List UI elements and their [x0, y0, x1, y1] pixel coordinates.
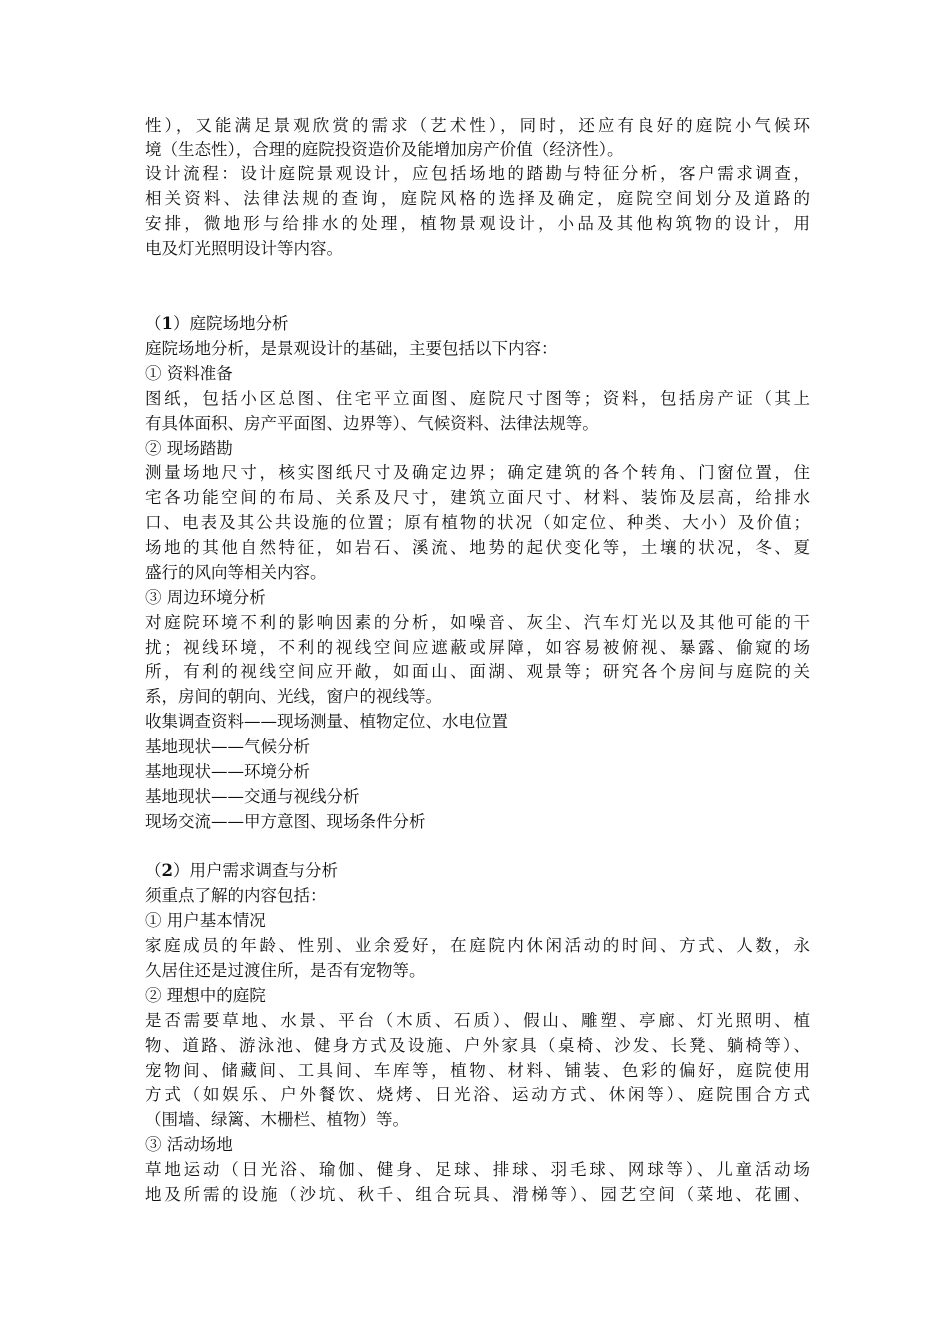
text-line: 有具体面积、房产平面图、边界等）、气候资料、法律法规等。 [145, 414, 599, 433]
list-item-heading: ① 用户基本情况 [145, 911, 266, 930]
text-line: 口、电表及其公共设施的位置；原有植物的状况（如定位、种类、大小）及价值； [145, 513, 810, 532]
text-line: 所，有利的视线空间应开敞，如面山、面湖、观景等；研究各个房间与庭院的关 [145, 662, 810, 681]
text-line: 宅各功能空间的布局、关系及尺寸，建筑立面尺寸、材料、装饰及层高，给排水 [145, 488, 810, 507]
text-line: 收集调查资料——现场测量、植物定位、水电位置 [145, 712, 508, 731]
heading-text: ）用户需求调查与分析 [172, 861, 338, 880]
text-line: 扰；视线环境，不利的视线空间应遮蔽或屏障，如容易被俯视、暴露、偷窥的场 [145, 638, 810, 657]
text-line: 性），又能满足景观欣赏的需求（艺术性），同时，还应有良好的庭院小气候环 [145, 116, 810, 135]
list-item-heading: ③ 周边环境分析 [145, 588, 266, 607]
text-line: 设计流程：设计庭院景观设计，应包括场地的踏勘与特征分析，客户需求调查， [145, 164, 810, 183]
text-line: 草地运动（日光浴、瑜伽、健身、足球、排球、羽毛球、网球等）、儿童活动场 [145, 1160, 810, 1179]
text-line: 家庭成员的年龄、性别、业余爱好，在庭院内休闲活动的时间、方式、人数，永 [145, 936, 810, 955]
text-line: （围墙、绿篱、木栅栏、植物）等。 [145, 1110, 409, 1129]
text-line: 境（生态性），合理的庭院投资造价及能增加房产价值（经济性）。 [145, 140, 624, 159]
text-line: 图纸，包括小区总图、住宅平立面图、庭院尺寸图等；资料，包括房产证（其上 [145, 389, 810, 408]
section-heading [145, 312, 288, 336]
text-line: 现场交流——甲方意图、现场条件分析 [145, 812, 426, 831]
text-line: 安排，微地形与给排水的处理，植物景观设计，小品及其他构筑物的设计，用 [145, 214, 810, 233]
text-line: 是否需要草地、水景、平台（木质、石质）、假山、雕塑、亭廊、灯光照明、植 [145, 1011, 810, 1030]
text-line: 宠物间、储藏间、工具间、车库等，植物、材料、铺装、色彩的偏好，庭院使用 [145, 1061, 810, 1080]
text-line: 盛行的风向等相关内容。 [145, 563, 327, 582]
text-line: 方式（如娱乐、户外餐饮、烧烤、日光浴、运动方式、休闲等）、庭院围合方式 [145, 1085, 810, 1104]
text-line: 相关资料、法律法规的查询，庭院风格的选择及确定，庭院空间划分及道路的 [145, 189, 810, 208]
list-item-heading: ① 资料准备 [145, 364, 233, 383]
text-line: 对庭院环境不利的影响因素的分析，如噪音、灰尘、汽车灯光以及其他可能的干 [145, 613, 810, 632]
text-line: 系，房间的朝向、光线，窗户的视线等。 [145, 687, 442, 706]
heading-open-paren: （ [145, 314, 162, 333]
heading-open-paren: （ [145, 861, 162, 880]
text-line: 地及所需的设施（沙坑、秋千、组合玩具、滑梯等）、园艺空间（菜地、花圃、 [145, 1185, 810, 1204]
text-line: 庭院场地分析，是景观设计的基础，主要包括以下内容： [145, 339, 558, 358]
list-item-heading: ② 现场踏勘 [145, 439, 233, 458]
text-line: 场地的其他自然特征，如岩石、溪流、地势的起伏变化等，土壤的状况，冬、夏 [145, 538, 810, 557]
text-line: 基地现状——气候分析 [145, 737, 310, 756]
text-line: 测量场地尺寸，核实图纸尺寸及确定边界；确定建筑的各个转角、门窗位置，住 [145, 463, 810, 482]
text-line: 电及灯光照明设计等内容。 [145, 239, 343, 258]
text-line: 基地现状——交通与视线分析 [145, 787, 360, 806]
list-item-heading: ② 理想中的庭院 [145, 986, 266, 1005]
list-item-heading: ③ 活动场地 [145, 1135, 233, 1154]
text-line: 久居住还是过渡住所，是否有宠物等。 [145, 961, 426, 980]
heading-number: 1 [161, 314, 173, 333]
heading-text: ）庭院场地分析 [172, 314, 289, 333]
text-line: 基地现状——环境分析 [145, 762, 310, 781]
section-heading [145, 859, 338, 883]
heading-number: 2 [161, 861, 173, 880]
text-line: 物、道路、游泳池、健身方式及设施、户外家具（桌椅、沙发、长凳、躺椅等）、 [145, 1036, 810, 1055]
text-line: 须重点了解的内容包括： [145, 886, 327, 905]
